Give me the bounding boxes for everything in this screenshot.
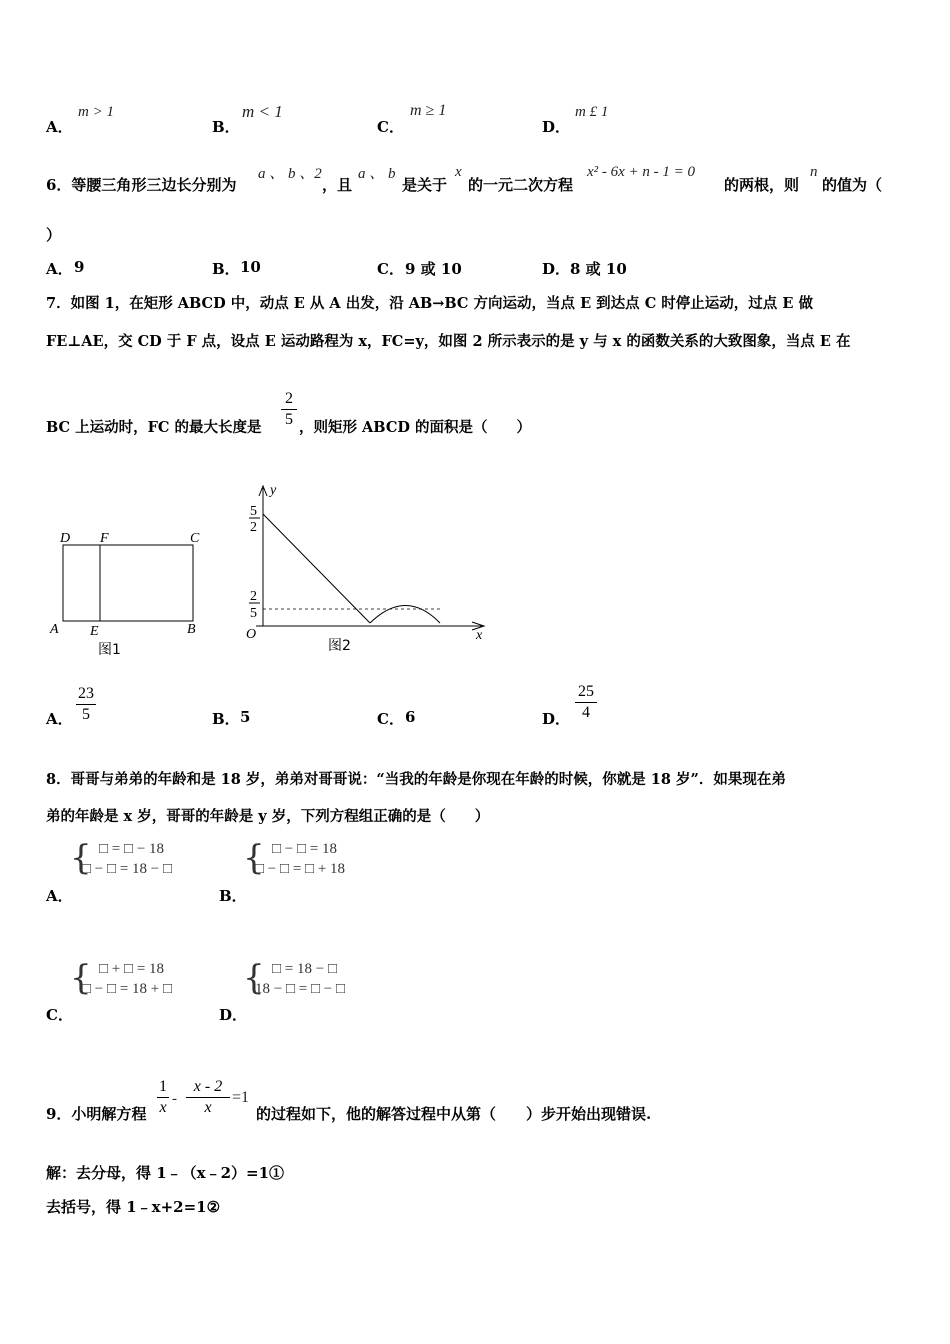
- q8-option-d-eq1: □ = 18 − □: [272, 961, 338, 977]
- fig1-label-f: F: [100, 531, 109, 546]
- brace: {: [70, 958, 92, 998]
- q6-sides: a 、 b 、2: [258, 166, 322, 182]
- fig2-top-num: 5: [250, 504, 257, 519]
- q9-equals: =1: [232, 1089, 250, 1106]
- q7-line-3a: BC 上运动时，FC 的最大长度是: [46, 419, 262, 436]
- fig2-top-den: 2: [250, 520, 257, 535]
- q8-option-c-label: C．: [46, 1006, 73, 1024]
- q7-option-d-num: 25: [578, 683, 594, 700]
- q7-line-3b: ，则矩形 ABCD 的面积是（ ）: [299, 419, 531, 436]
- fig2-label-o: O: [246, 627, 257, 642]
- fig2-label-x: x: [476, 628, 483, 643]
- q6-option-b-text: 10: [240, 258, 261, 276]
- q9-f1-num: 1: [159, 1078, 167, 1095]
- graph-descending-line: [263, 514, 370, 623]
- q6-text-2: ，且: [322, 176, 353, 194]
- fig2-low-num: 2: [250, 589, 257, 604]
- q7-line-1: 7．如图 1，在矩形 ABCD 中，动点 E 从 A 出发，沿 AB→BC 方向运动，当点 E 到达点 C 时停止运动，过点 E 做: [46, 295, 813, 312]
- brace: {: [243, 958, 265, 998]
- q9-prefix: 9．小明解方程: [46, 1105, 147, 1123]
- q7-option-d-label: D．: [542, 710, 571, 728]
- q9-f2-num: x - 2: [193, 1078, 223, 1095]
- q7-option-a-num: 23: [78, 685, 94, 702]
- q8-line-2: 弟的年龄是 x 岁，哥哥的年龄是 y 岁，下列方程组正确的是（ ）: [46, 808, 490, 825]
- q8-option-c-eq1: □ + □ = 18: [99, 961, 165, 977]
- q6-text-5: 的两根，则: [724, 176, 800, 194]
- q6-option-a-text: 9: [74, 258, 85, 276]
- q9-f1-den: x: [159, 1099, 167, 1116]
- q6-text-4: 的一元二次方程: [468, 176, 574, 194]
- brace: {: [70, 838, 92, 878]
- q8-option-b-label: B．: [219, 887, 247, 905]
- q5-option-d-math: m £ 1: [575, 104, 609, 120]
- q6-text-3: 是关于: [402, 176, 448, 194]
- q7-max-fc-num: 2: [285, 390, 293, 407]
- q5-option-a-math: m > 1: [78, 104, 114, 120]
- q8-line-1: 8．哥哥与弟弟的年龄和是 18 岁，弟弟对哥哥说：“当我的年龄是你现在年龄的时候，你就是 18 岁”．如果现在弟: [46, 771, 786, 788]
- rectangle-abcd: [63, 545, 193, 621]
- q9-fraction-2: [186, 1078, 230, 1117]
- fig1-label-b: B: [187, 622, 196, 637]
- q6-equation: x² - 6x + n - 1 = 0: [587, 164, 696, 180]
- fig1-label-e: E: [90, 624, 99, 639]
- q9-fraction-1: [157, 1078, 169, 1117]
- q5-option-c-label: C．: [377, 118, 404, 136]
- q7-option-d-fraction: [575, 683, 597, 722]
- fig2-label-y: y: [270, 483, 277, 498]
- fig1-caption: 图1: [98, 642, 121, 658]
- fig2-low-den: 5: [250, 606, 257, 621]
- fraction-bar: [157, 1097, 169, 1098]
- q6-close-paren: ）: [46, 226, 62, 244]
- fraction-bar: [575, 702, 597, 703]
- q8-option-d-label: D．: [219, 1006, 248, 1024]
- q6-option-d-label: D．: [542, 260, 571, 278]
- q7-option-a-label: A．: [46, 710, 73, 728]
- q5-option-c-math: m ≥ 1: [410, 102, 447, 119]
- graph-arc: [370, 606, 440, 624]
- q9-step-2: 去括号，得 1﹣x+2=1②: [46, 1198, 221, 1216]
- q7-max-fc-den: 5: [285, 411, 293, 428]
- fig1-label-a: A: [50, 622, 59, 637]
- q7-option-b-text: 5: [240, 708, 251, 726]
- q7-option-c-text: 6: [405, 708, 416, 726]
- q7-line-2: FE⊥AE，交 CD 于 F 点，设点 E 运动路程为 x，FC=y，如图 2 所示表示的是 y 与 x 的函数关系的大致图象，当点 E 在: [46, 333, 851, 350]
- fig1-label-d: D: [60, 531, 71, 546]
- q8-option-b-eq2: □ − □ = □ + 18: [255, 861, 346, 877]
- q6-ab: a 、 b: [358, 166, 396, 182]
- q7-max-fc-fraction: [281, 390, 297, 429]
- q9-minus: -: [172, 1091, 177, 1107]
- q6-text-1: 6．等腰三角形三边长分别为: [46, 176, 237, 194]
- q7-option-b-label: B．: [212, 710, 240, 728]
- q9-f2-den: x: [204, 1099, 212, 1116]
- q8-option-b-eq1: □ − □ = 18: [272, 841, 338, 857]
- q6-n: n: [810, 164, 818, 180]
- fig1-label-c: C: [190, 531, 200, 546]
- fraction-bar: [281, 409, 297, 410]
- q8-option-d-eq2: 18 − □ = □ − □: [255, 981, 346, 997]
- fraction-bar: [76, 704, 96, 705]
- q6-option-b-label: B．: [212, 260, 240, 278]
- q5-option-b-math: m < 1: [242, 102, 283, 121]
- q7-option-d-den: 4: [582, 704, 590, 721]
- q7-figure-2: [240, 478, 490, 658]
- q8-option-a-label: A．: [46, 887, 73, 905]
- fraction-bar: [186, 1097, 230, 1098]
- q9-step-1: 解：去分母，得 1﹣（x﹣2）=1①: [46, 1164, 285, 1182]
- q9-suffix: 的过程如下，他的解答过程中从第（ ）步开始出现错误.: [256, 1105, 652, 1123]
- q8-option-a-eq1: □ = □ − 18: [99, 841, 165, 857]
- q6-option-c-label: C．: [377, 260, 404, 278]
- fig2-caption: 图2: [328, 638, 351, 654]
- q7-option-c-label: C．: [377, 710, 404, 728]
- q7-figure-1: [40, 525, 220, 665]
- q5-option-d-label: D．: [542, 118, 571, 136]
- q6-x: x: [455, 164, 462, 180]
- q7-option-a-fraction: [76, 685, 96, 724]
- q8-option-a-eq2: □ − □ = 18 − □: [82, 861, 173, 877]
- brace: {: [243, 838, 265, 878]
- q5-option-b-label: B．: [212, 118, 240, 136]
- q6-option-a-label: A．: [46, 260, 73, 278]
- q7-option-a-den: 5: [82, 706, 90, 723]
- q6-option-d-text: 8 或 10: [570, 260, 627, 278]
- q6-option-c-text: 9 或 10: [405, 260, 462, 278]
- q8-option-c-eq2: □ − □ = 18 + □: [82, 981, 173, 997]
- q5-option-a-label: A．: [46, 118, 73, 136]
- q6-text-6: 的值为（: [822, 176, 883, 194]
